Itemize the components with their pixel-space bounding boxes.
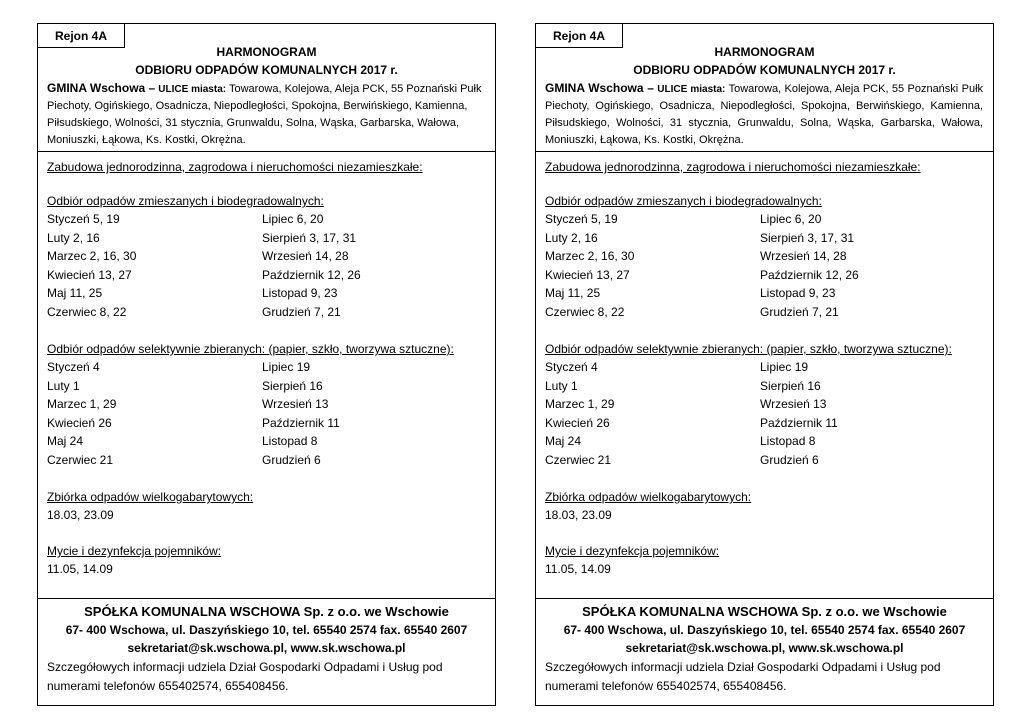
selective-heading: Odbiór odpadów selektywnie zbieranych: (papier, szkło, tworzywa sztuczne): [545,342,952,356]
mixed-left-5: Czerwiec 8, 22 [47,305,127,319]
selective-left-2: Marzec 1, 29 [47,397,117,411]
card-footer [38,598,495,705]
mixed-left-0: Styczeń 5, 19 [545,212,618,226]
mixed-left-1: Luty 2, 16 [545,231,598,245]
selective-right-4: Listopad 8 [760,434,816,448]
zabudowa-heading: Zabudowa jednorodzinna, zagrodowa i nieruchomości niezamieszkałe: [545,160,921,174]
ulice-label: ULICE miasta: [158,84,227,95]
company-name: SPÓŁKA KOMUNALNA WSCHOWA Sp. z o.o. we Wschowie [582,604,947,619]
mixed-left-4: Maj 11, 25 [545,286,601,300]
mixed-right-0: Lipiec 6, 20 [262,212,324,226]
mixed-right-1: Sierpień 3, 17, 31 [760,231,855,245]
mixed-right-1: Sierpień 3, 17, 31 [262,231,357,245]
mixed-left-2: Marzec 2, 16, 30 [545,249,635,263]
selective-left-2: Marzec 1, 29 [545,397,615,411]
info-text: Szczegółowych informacji udziela Dział Gospodarki Odpadami i Usług pod numerami telefonów 655402574, 655408456. [47,660,443,693]
mixed-right-4: Listopad 9, 23 [262,286,338,300]
selective-left-3: Kwiecień 26 [47,416,112,430]
streets-paragraph [47,80,485,149]
streets-list: Towarowa, Kolejowa, Aleja PCK, 55 Poznański Pułk Piechoty, Ogińskiego, Osadnicza, Niepodległości, Spokojna, Berwińskiego, Kamienna, Piłsudskiego, Wolności, 31 stycznia, Grunwaldu, Solna, Wąska, Garbarska, Wałowa, Moniuszki, Łąkowa, Ks. Kostki, Okrężna. [47,83,482,146]
mixed-right-2: Wrzesień 14, 28 [760,249,847,263]
mixed-left-5: Czerwiec 8, 22 [545,305,625,319]
selective-left-1: Luty 1 [47,379,80,393]
selective-heading: Odbiór odpadów selektywnie zbieranych: (papier, szkło, tworzywa sztuczne): [47,342,454,356]
selective-right-2: Wrzesień 13 [760,397,827,411]
bulky-heading: Zbiórka odpadów wielkogabarytowych: [47,490,254,504]
wash-heading: Mycie i dezynfekcja pojemników: [545,544,720,558]
region-label: Rejon 4A [536,24,623,48]
mixed-right-4: Listopad 9, 23 [760,286,836,300]
mixed-left-3: Kwiecień 13, 27 [47,268,132,282]
mixed-left-3: Kwiecień 13, 27 [545,268,630,282]
selective-right-2: Wrzesień 13 [262,397,329,411]
selective-right-5: Grudzień 6 [262,453,321,467]
streets-list: Towarowa, Kolejowa, Aleja PCK, 55 Poznański Pułk Piechoty, Ogińskiego, Osadnicza, Niepodległości, Spokojna, Berwińskiego, Kamienna, Piłsudskiego, Wolności, 31 stycznia, Grunwaldu, Solna, Wąska, Garbarska, Wałowa, Moniuszki, Łąkowa, Ks. Kostki, Okrężna. [545,83,984,146]
mixed-left-1: Luty 2, 16 [47,231,100,245]
selective-right-3: Październik 11 [262,416,340,430]
title-harmonogram: HARMONOGRAM [714,45,815,59]
company-address: 67- 400 Wschowa, ul. Daszyńskiego 10, tel. 65540 2574 fax. 65540 2607 [563,623,966,637]
selective-right-0: Lipiec 19 [760,360,809,374]
mixed-right-5: Grudzień 7, 21 [262,305,341,319]
wash-dates: 11.05, 14.09 [545,562,611,576]
selective-right-5: Grudzień 6 [760,453,819,467]
selective-left-4: Maj 24 [545,434,582,448]
selective-left-3: Kwiecień 26 [545,416,610,430]
info-text: Szczegółowych informacji udziela Dział Gospodarki Odpadami i Usług pod numerami telefonów 655402574, 655408456. [545,660,941,693]
selective-left-0: Styczeń 4 [47,360,100,374]
bulky-heading: Zbiórka odpadów wielkogabarytowych: [545,490,752,504]
wash-dates: 11.05, 14.09 [47,562,113,576]
company-name: SPÓŁKA KOMUNALNA WSCHOWA Sp. z o.o. we Wschowie [84,604,449,619]
zabudowa-heading: Zabudowa jednorodzinna, zagrodowa i nieruchomości niezamieszkałe: [47,160,423,174]
mixed-right-2: Wrzesień 14, 28 [262,249,349,263]
bulky-dates: 18.03, 23.09 [47,508,114,522]
mixed-right-3: Październik 12, 26 [760,268,859,282]
company-contact: sekretariat@sk.wschowa.pl, www.sk.wschowa.pl [625,641,904,655]
selective-left-4: Maj 24 [47,434,84,448]
selective-left-0: Styczeń 4 [545,360,598,374]
mixed-left-0: Styczeń 5, 19 [47,212,120,226]
mixed-left-2: Marzec 2, 16, 30 [47,249,137,263]
schedule-card-left [37,23,496,706]
selective-right-0: Lipiec 19 [262,360,311,374]
selective-right-4: Listopad 8 [262,434,318,448]
mixed-right-5: Grudzień 7, 21 [760,305,839,319]
selective-right-3: Październik 11 [760,416,838,430]
selective-right-1: Sierpień 16 [760,379,821,393]
title-odbioru: ODBIORU ODPADÓW KOMUNALNYCH 2017 r. [633,63,896,77]
bulky-dates: 18.03, 23.09 [545,508,612,522]
card-footer [536,598,993,705]
region-label: Rejon 4A [38,24,125,48]
selective-left-5: Czerwiec 21 [545,453,612,467]
mixed-heading: Odbiór odpadów zmieszanych i biodegradowalnych: [47,194,324,208]
selective-right-1: Sierpień 16 [262,379,323,393]
schedule-card-right [535,23,994,706]
mixed-left-4: Maj 11, 25 [47,286,103,300]
gmina-label: GMINA Wschowa – [47,81,156,95]
streets-paragraph [545,80,983,149]
title-odbioru: ODBIORU ODPADÓW KOMUNALNYCH 2017 r. [135,63,398,77]
company-contact: sekretariat@sk.wschowa.pl, www.sk.wschowa.pl [127,641,406,655]
ulice-label: ULICE miasta: [657,84,726,95]
gmina-label: GMINA Wschowa – [545,81,654,95]
selective-left-1: Luty 1 [545,379,578,393]
mixed-right-0: Lipiec 6, 20 [760,212,822,226]
company-address: 67- 400 Wschowa, ul. Daszyńskiego 10, tel. 65540 2574 fax. 65540 2607 [65,623,468,637]
title-harmonogram: HARMONOGRAM [216,45,317,59]
selective-left-5: Czerwiec 21 [47,453,114,467]
mixed-right-3: Październik 12, 26 [262,268,361,282]
wash-heading: Mycie i dezynfekcja pojemników: [47,544,222,558]
mixed-heading: Odbiór odpadów zmieszanych i biodegradowalnych: [545,194,822,208]
